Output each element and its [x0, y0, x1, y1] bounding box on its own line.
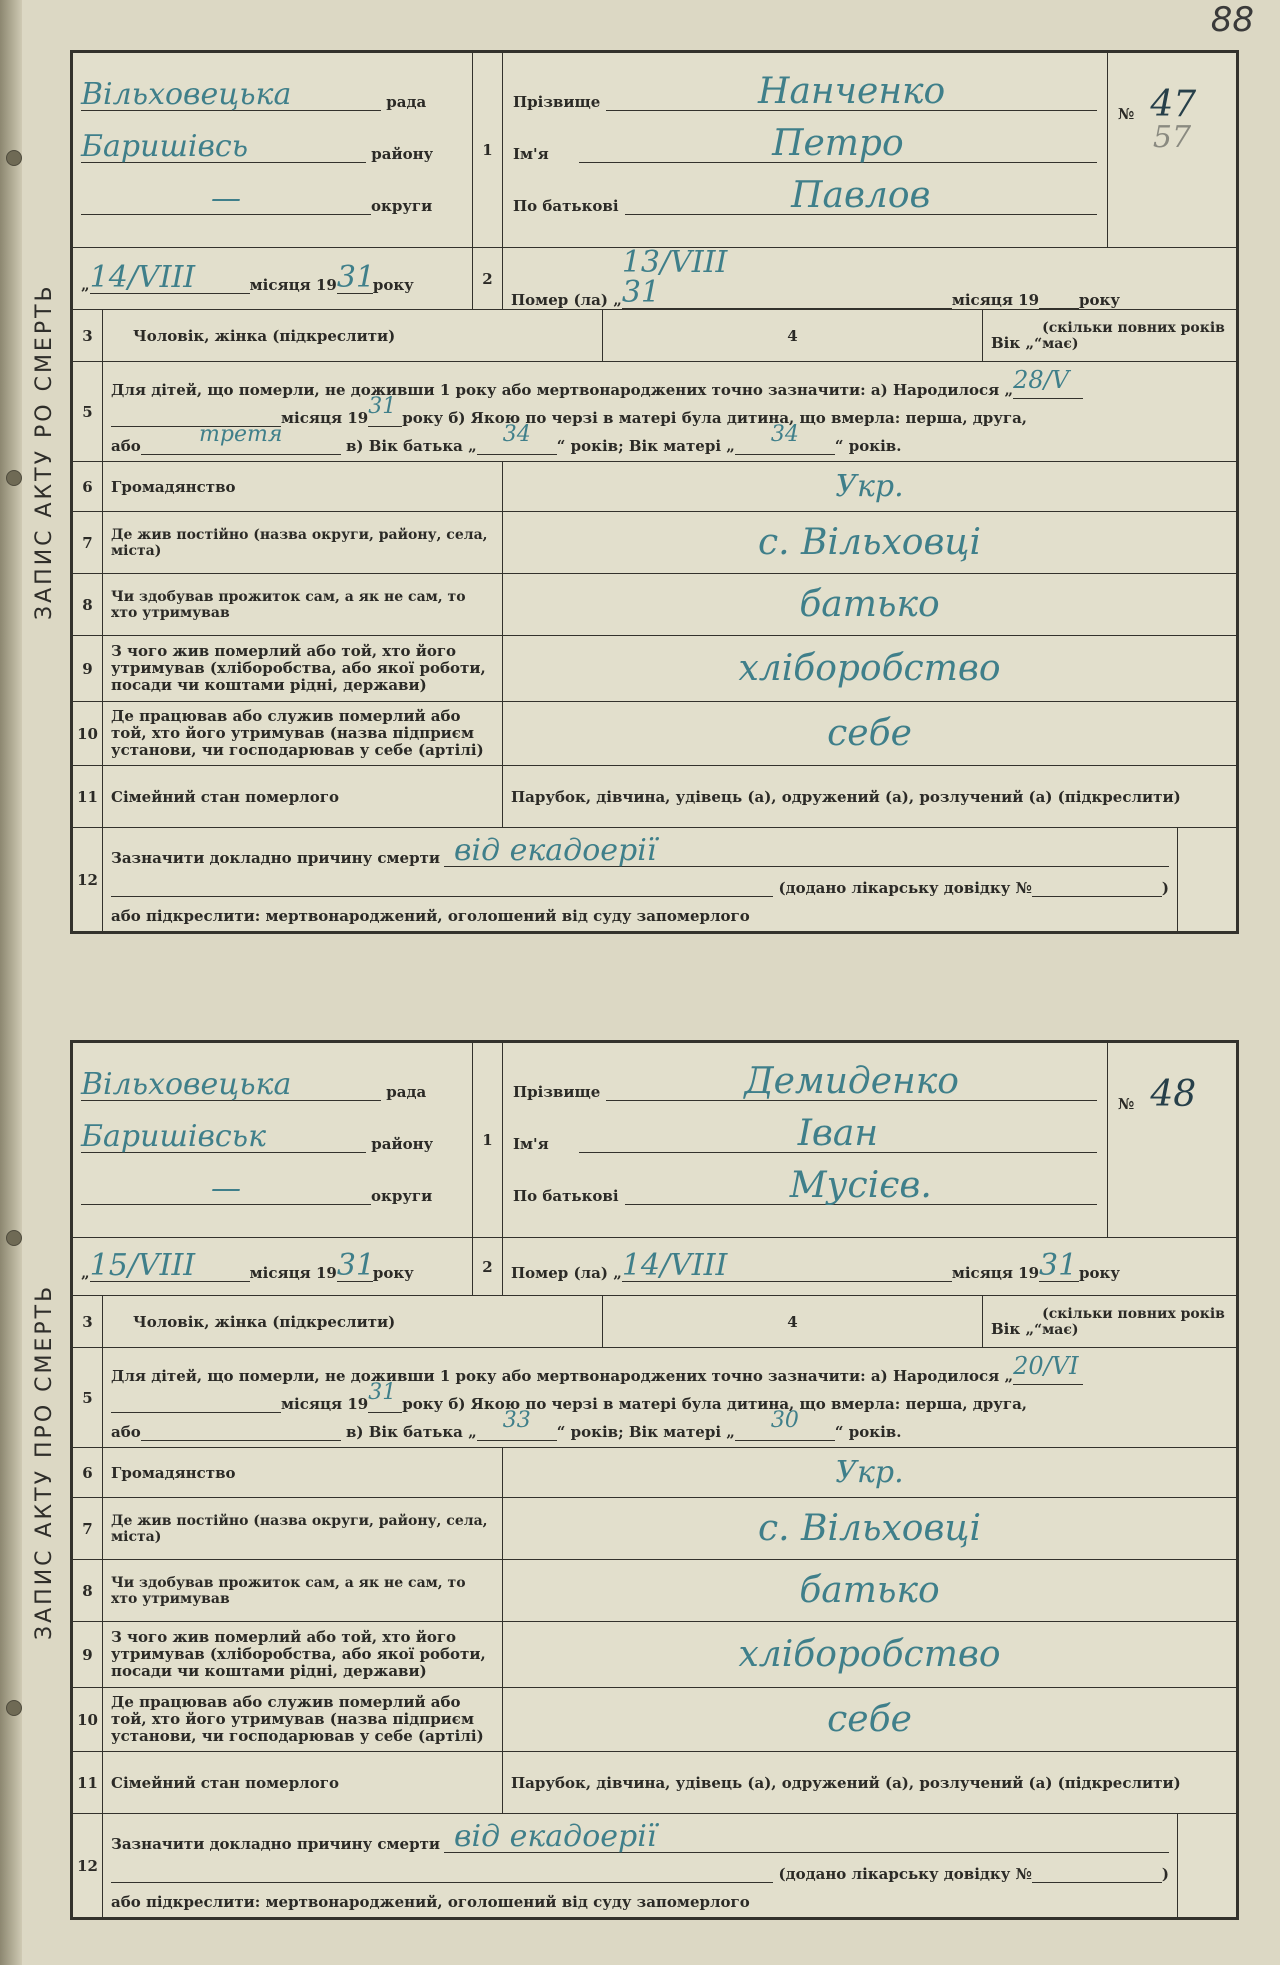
children-line1: Для дітей, що померли, не доживши 1 року або мертвонароджених точно зазначити: а) Народилося [111, 380, 1000, 399]
reg-day-value: 14/VIII [89, 260, 196, 295]
death-label: Помер (ла) [511, 291, 608, 309]
council-block [73, 1043, 473, 1238]
abo-label: або [111, 1422, 141, 1441]
surname-label: Прізвище [513, 93, 601, 111]
okruha-label: округи [371, 197, 433, 215]
abo-label: або [111, 436, 141, 455]
death-label: Помер (ла) [511, 1264, 608, 1282]
children-block: Для дітей, що померли, не доживши 1 року або мертвонароджених точно зазначити: а) Народилося „ 28/V місяця 19 31 року б) Якою по черзі в матері була дитина, що вмерла: перша, друга, або третя в) Вік батька „ 34 “ років; Вік матері „ 34 “ років. [103, 362, 1237, 462]
surname-value: Нанченко [758, 71, 946, 112]
number-secondary: 57 [1152, 120, 1192, 155]
raion-value: Баришівсь [81, 129, 249, 164]
name-label: Ім'я [513, 1135, 549, 1153]
patronymic-label: По батькові [513, 1187, 619, 1205]
death-date: Помер (ла) „ 13/VIII31 місяця 19 року [503, 248, 1237, 310]
cause-value: від екадоерії [454, 1818, 657, 1854]
patronymic-value: Павлов [791, 175, 931, 216]
father-age-value: 33 [502, 1407, 531, 1433]
council-block [73, 53, 473, 248]
page-number: 88 [1210, 0, 1254, 40]
number-value: 48 [1150, 1074, 1197, 1115]
marital-label: Сімейний стан померлого [103, 766, 503, 828]
residence-cell [503, 512, 1237, 574]
death-year-value: 31 [1039, 1248, 1078, 1283]
occupation-value: хліборобство [738, 647, 1001, 689]
name-label: Ім'я [513, 145, 549, 163]
born-value: 20/VI [1013, 1351, 1079, 1380]
raion-label: району [371, 1135, 434, 1153]
death-month-label: місяця [951, 1264, 1013, 1282]
cause-block: Зазначити докладно причину смерти від екадоерії (додано лікарську довідку № ) або підкреслити: мертвонароджений, оголошений від суду запомерлого [103, 1814, 1178, 1918]
stillborn-note: або підкреслити: мертвонароджений, оголошений від суду запомерлого [111, 1892, 750, 1911]
rada-value: Вільховецька [81, 77, 292, 112]
reg-day-value: 15/VIII [89, 1248, 196, 1283]
father-age-label: в) Вік батька [345, 1422, 463, 1441]
children-line2b: року б) Якою по черзі в матері була дитина, що вмерла: перша, друга, [402, 408, 1028, 427]
death-day-value: 13/VIII [621, 245, 728, 280]
residence-value: с. Вільховці [757, 521, 982, 563]
occupation-label: З чого жив померлий або той, хто його утримував (хліборобства, або якої роботи, посади чи коштами рідні, держави) [103, 636, 503, 702]
citizenship-label: Громадянство [103, 1448, 503, 1498]
death-date: Помер (ла) „ 14/VIII місяця 19 31 року [503, 1238, 1237, 1296]
death-day-year: 31 [621, 275, 661, 310]
age-cell: Вік „ “ (скільки повних років має) [983, 310, 1237, 362]
mother-age-label: років; Вік матері [570, 1422, 722, 1441]
side-label-1: ЗАПИС АКТУ РО СМЕРТЬ [32, 283, 57, 620]
age-label: Вік [991, 333, 1021, 352]
children-line1: Для дітей, що померли, не доживши 1 року або мертвонароджених точно зазначити: а) Народилося [111, 1366, 1000, 1385]
death-year-label: року [1079, 291, 1120, 309]
registration-date: „ 14/VIII місяця 19 31 року [73, 248, 473, 310]
binding-hole [6, 150, 22, 166]
stillborn-note: або підкреслити: мертвонароджений, оголошений від суду запомерлого [111, 906, 750, 925]
born-year-value: 31 [368, 1379, 397, 1405]
death-day-value: 14/VIII [621, 1248, 728, 1283]
cause-label: Зазначити докладно причину смерти [111, 848, 441, 867]
death-record-2: Вільховецька рада Баришівськ району — округи 1 Прізвище Демиденко Ім'я Іван По батькові Мусієв. № 48 „ 15/VIII місяця 19 31 року 2 Помер (ла) „ 14/VIII місяця 19 31 року 3 Чоловік, жінка (підкреслити) 4 Вік „ “ (скільки повних років має) 5 Для дітей, що померли, не доживши 1 року або мертвонароджених точно зазначити: а) Народилося „ 20/VI місяця 19 31 року б) Якою по черзі в матері була дитина, що вмерла: перша, друга, або в) Вік батька „ 33 “ років; Вік матері „ 30 “ років. 6 Громадянство Укр. 7 Де жив постійно (назва округи, району, села, міста) с. Вільховці 8 Чи здобував прожиток сам, а як не сам, то хто утримував батько 9 З чого жив померлий або той, хто його утримував (хліборобства, або якої роботи, посади чи коштами рідні, держави) хліборобство 10 Де працював або служив померлий або той, хто його утримував (назва підприєм установи, чи господарював у себе (артілі) себе 11 Сімейний стан померлого Парубок, дівчина, удівець (а), одружений (а), розлучений (а) (підкреслити) 12 Зазначити докладно причину смерти від екадоерії (додано лікарську довідку № ) або підкреслити: мертвонароджений, оголошений від суду запомерлого [70, 1040, 1239, 1920]
gender-label: Чоловік, жінка (підкреслити) [103, 310, 603, 362]
age-note: (скільки повних років має) [1042, 319, 1225, 352]
rokiv-label: років. [848, 436, 902, 455]
name-block [503, 1043, 1108, 1238]
death-month-label: місяця [951, 291, 1013, 309]
rada-value: Вільховецька [81, 1067, 292, 1102]
name-value: Іван [797, 1113, 879, 1154]
children-line2a: місяця 19 [281, 408, 369, 427]
certificate-label: (додано лікарську довідку № [778, 878, 1032, 897]
rokiv-label: років. [848, 1422, 902, 1441]
age-cell: Вік „ “ (скільки повних років має) [983, 1296, 1237, 1348]
reg-year-label: року [372, 276, 414, 294]
citizenship-cell [503, 462, 1237, 512]
occupation-cell [503, 1622, 1237, 1688]
okruha-value: — [211, 181, 241, 216]
workplace-label: Де працював або служив померлий або той, хто його утримував (назва підприєм установи, чи господарював у себе (артілі) [103, 1688, 503, 1752]
number-label: № [1118, 105, 1135, 123]
patronymic-value: Мусієв. [789, 1165, 932, 1206]
father-age-value: 34 [502, 421, 531, 447]
livelihood-cell [503, 1560, 1237, 1622]
age-label: Вік [991, 1319, 1021, 1338]
death-year-label: року [1079, 1264, 1120, 1282]
workplace-cell [503, 702, 1237, 766]
occupation-value: хліборобство [738, 1633, 1001, 1675]
residence-value: с. Вільховці [757, 1507, 982, 1549]
binding-hole [6, 1230, 22, 1246]
residence-label: Де жив постійно (назва округи, району, села, міста) [103, 1498, 503, 1560]
raion-value: Баришівськ [81, 1119, 266, 1154]
okruha-label: округи [371, 1187, 433, 1205]
mother-age-label: років; Вік матері [570, 436, 722, 455]
livelihood-value: батько [799, 1569, 940, 1611]
side-label-2: ЗАПИС АКТУ ПРО СМЕРТЬ [32, 1283, 57, 1640]
number-value: 47 [1150, 84, 1197, 125]
reg-year-value: 31 [336, 260, 376, 295]
cause-block: Зазначити докладно причину смерти від екадоерії (додано лікарську довідку № ) або підкреслити: мертвонароджений, оголошений від суду запомерлого [103, 828, 1178, 932]
marital-options: Парубок, дівчина, удівець (а), одружений (а), розлучений (а) (підкреслити) [503, 766, 1237, 828]
marital-options: Парубок, дівчина, удівець (а), одружений (а), розлучений (а) (підкреслити) [503, 1752, 1237, 1814]
registration-date: „ 15/VIII місяця 19 31 року [73, 1238, 473, 1296]
residence-cell [503, 1498, 1237, 1560]
mother-age-value: 34 [770, 421, 799, 447]
surname-label: Прізвище [513, 1083, 601, 1101]
children-block: Для дітей, що померли, не доживши 1 року або мертвонароджених точно зазначити: а) Народилося „ 20/VI місяця 19 31 року б) Якою по черзі в матері була дитина, що вмерла: перша, друга, або в) Вік батька „ 33 “ років; Вік матері „ 30 “ років. [103, 1348, 1237, 1448]
livelihood-cell [503, 574, 1237, 636]
reg-year-value: 31 [336, 1248, 376, 1283]
binding-edge [0, 0, 22, 1965]
children-line2a: місяця 19 [281, 1394, 369, 1413]
rada-label: рада [386, 1083, 427, 1101]
father-age-label: в) Вік батька [345, 436, 463, 455]
workplace-label: Де працював або служив померлий або той, хто його утримував (назва підприєм установи, чи господарював у себе (артілі) [103, 702, 503, 766]
reg-month-label: місяця 19 [249, 276, 337, 294]
order-value: третя [199, 421, 283, 447]
reg-month-label: місяця 19 [249, 1264, 337, 1282]
marital-label: Сімейний стан померлого [103, 1752, 503, 1814]
livelihood-label: Чи здобував прожиток сам, а як не сам, то хто утримував [103, 1560, 503, 1622]
occupation-cell [503, 636, 1237, 702]
name-value: Петро [772, 123, 904, 164]
mother-age-value: 30 [770, 1407, 799, 1433]
children-line2b: року б) Якою по черзі в матері була дитина, що вмерла: перша, друга, [402, 1394, 1028, 1413]
patronymic-label: По батькові [513, 197, 619, 215]
citizenship-value: Укр. [835, 1454, 904, 1490]
name-block [503, 53, 1108, 248]
citizenship-value: Укр. [835, 468, 904, 504]
residence-label: Де жив постійно (назва округи, району, села, міста) [103, 512, 503, 574]
binding-hole [6, 1700, 22, 1716]
raion-label: району [371, 145, 434, 163]
born-value: 28/V [1013, 365, 1070, 394]
citizenship-label: Громадянство [103, 462, 503, 512]
surname-value: Демиденко [744, 1061, 959, 1102]
workplace-value: себе [827, 1698, 912, 1740]
reg-year-label: року [372, 1264, 414, 1282]
cause-value: від екадоерії [454, 832, 657, 868]
certificate-label: (додано лікарську довідку № [778, 1864, 1032, 1883]
binding-hole [6, 470, 22, 486]
record-number-block [1108, 53, 1237, 248]
age-note: (скільки повних років має) [1042, 1305, 1225, 1338]
livelihood-value: батько [799, 583, 940, 625]
rada-label: рада [386, 93, 427, 111]
number-label: № [1118, 1095, 1135, 1113]
occupation-label: З чого жив померлий або той, хто його утримував (хліборобства, або якої роботи, посади чи коштами рідні, держави) [103, 1622, 503, 1688]
okruha-value: — [211, 1171, 241, 1206]
cause-label: Зазначити докладно причину смерти [111, 1834, 441, 1853]
workplace-value: себе [827, 712, 912, 754]
record-number-block [1108, 1043, 1237, 1238]
born-year-value: 31 [368, 393, 397, 419]
workplace-cell [503, 1688, 1237, 1752]
livelihood-label: Чи здобував прожиток сам, а як не сам, то хто утримував [103, 574, 503, 636]
citizenship-cell [503, 1448, 1237, 1498]
death-record-1: Вільховецька рада Баришівсь району — округи 1 Прізвище Нанченко Ім'я Петро По батькові Павлов № 47 57 „ 14/VIII місяця 19 31 року 2 Помер (ла) „ 13/VIII31 місяця 19 року 3 Чоловік, жінка (підкреслити) 4 Вік „ “ (скільки повних років має) 5 Для дітей, що померли, не доживши 1 року або мертвонароджених точно зазначити: а) Народилося „ 28/V місяця 19 31 року б) Якою по черзі в матері була дитина, що вмерла: перша, друга, або третя в) Вік батька „ 34 “ років; Вік матері „ 34 “ років. 6 Громадянство Укр. 7 Де жив постійно (назва округи, району, села, міста) с. Вільховці 8 Чи здобував прожиток сам, а як не сам, то хто утримував батько 9 З чого жив померлий або той, хто його утримував (хліборобства, або якої роботи, посади чи коштами рідні, держави) хліборобство 10 Де працював або служив померлий або той, хто його утримував (назва підприєм установи, чи господарював у себе (артілі) себе 11 Сімейний стан померлого Парубок, дівчина, удівець (а), одружений (а), розлучений (а) (підкреслити) 12 Зазначити докладно причину смерти від екадоерії (додано лікарську довідку № ) або підкреслити: мертвонароджений, оголошений від суду запомерлого [70, 50, 1239, 934]
gender-label: Чоловік, жінка (підкреслити) [103, 1296, 603, 1348]
